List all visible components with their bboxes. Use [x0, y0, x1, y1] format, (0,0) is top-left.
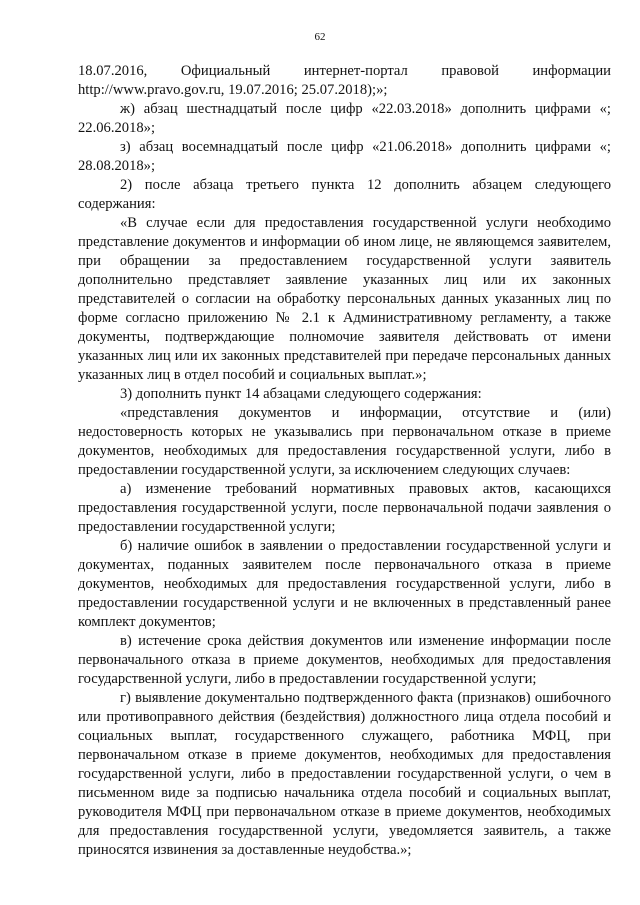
paragraph-continuation: 18.07.2016, Официальный интернет-портал правовой информации http://www.pravo.gov.ru, 19.07.2016; 25.07.2018);»; [78, 63, 611, 98]
paragraph-case-a: а) изменение требований нормативных правовых актов, касающихся предоставления государственной услуги, после первоначальной подачи заявления о предоставлении государственной услуги; [78, 481, 611, 535]
paragraph-subitem-z: з) абзац восемнадцатый после цифр «21.06.2018» дополнить цифрами «; 28.08.2018»; [78, 139, 611, 174]
paragraph-case-b: б) наличие ошибок в заявлении о предоставлении государственной услуги и документах, поданных заявителем после первоначального отказа в приеме документов, необходимых для предоставления государственной услуги, либо в предоставлении государственной услуги и не включенных в представленный ранее комплект документов; [78, 538, 611, 630]
paragraph-case-v: в) истечение срока действия документов или изменение информации после первоначального отказа в приеме документов, необходимых для предоставления государственной услуги, либо в предоставлении государственной услуги; [78, 633, 611, 687]
page-number: 62 [314, 31, 326, 43]
paragraph-item-3: 3) дополнить пункт 14 абзацами следующего содержания: [120, 386, 482, 402]
paragraph-case-g: г) выявление документально подтвержденного факта (признаков) ошибочного или противоправного действия (бездействия) должностного лица отдела пособий и социальных выплат, государственного служащего, работника МФЦ, при первоначальном отказе в приеме документов, необходимых для предоставления государственной услуги, либо в предоставлении государственной услуги, о чем в письменном виде за подписью начальника отдела пособий и социальных выплат, руководителя МФЦ при первоначальном отказе в приеме документов, необходимых для предоставления государственной услуги, уведомляется заявитель, а также приносятся извинения за доставленные неудобства.»; [78, 690, 611, 858]
paragraph-quoted-representation: «представления документов и информации, отсутствие и (или) недостоверность которых не указывались при первоначальном отказе в приеме документов, необходимых для предоставления государственной услуги, либо в предоставлении государственной услуги, за исключением следующих случаев: [78, 405, 611, 478]
paragraph-quoted-insertion: «В случае если для предоставления государственной услуги необходимо представление документов и информации об ином лице, не являющемся заявителем, при обращении за предоставлением государственной услуги заявитель дополнительно представляет заявление указанных лиц или их законных представителей о согласии на обработку персональных данных указанных лиц по форме согласно приложению № 2.1 к Административному регламенту, а также документы, подтверждающие полномочие заявителя действовать от имени указанных лиц или их законных представителей при передаче персональных данных указанных лиц в отдел пособий и социальных выплат.»; [78, 215, 611, 383]
paragraph-subitem-zh: ж) абзац шестнадцатый после цифр «22.03.2018» дополнить цифрами «; 22.06.2018»; [78, 101, 611, 136]
document-body [78, 62, 611, 860]
paragraph-item-2: 2) после абзаца третьего пункта 12 дополнить абзацем следующего содержания: [78, 177, 611, 212]
